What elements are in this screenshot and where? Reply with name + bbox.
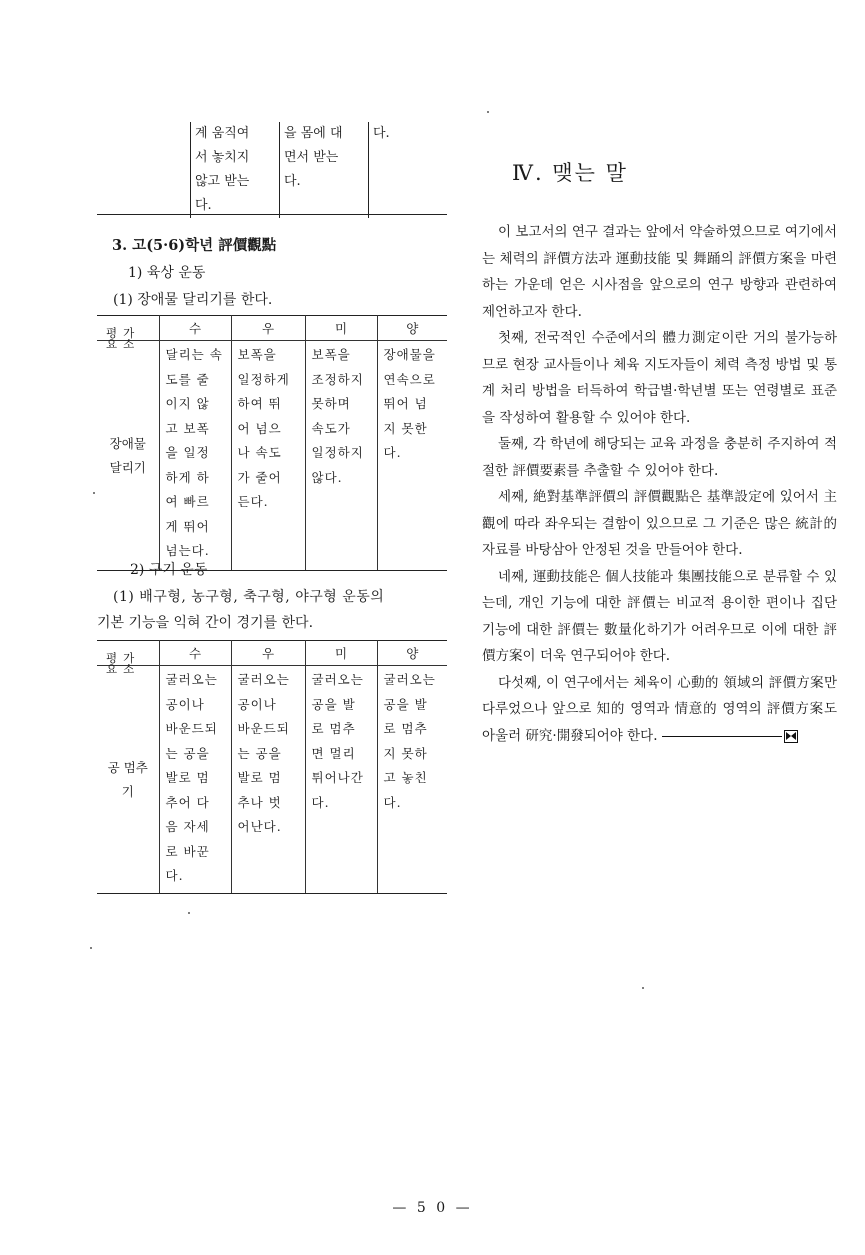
- section-heading: 3. 고(5·6)학년 評價觀點: [112, 237, 277, 254]
- page-number: — 5 0 —: [392, 1200, 473, 1216]
- grade-header: 양: [377, 316, 447, 341]
- evaluation-item: 공 멈추 기: [97, 666, 159, 894]
- conclusion-paragraph: 네째, 運動技能은 個人技能과 集團技能으로 분류할 수 있는데, 개인 기능에 대한 評價는 비교적 용이한 편이나 집단 기능에 대한 評價는 數量化하기가 어려우므로 이에 대한 評價方案이 더욱 연구되어야 한다.: [482, 568, 837, 664]
- conclusion-title: Ⅳ. 맺는 말: [512, 161, 628, 185]
- fragment-cell-1: 계 움직여 서 놓치지 않고 받는 다.: [191, 122, 280, 218]
- scan-speck: [93, 492, 95, 494]
- subsection-heading: 2) 구기 운동: [130, 562, 208, 578]
- table-corner-header: 평가 요소: [97, 641, 159, 666]
- scan-speck: [487, 111, 489, 113]
- conclusion-paragraph-last: [482, 670, 837, 750]
- scan-speck: [642, 987, 644, 989]
- criteria-cell: 보폭을 일정하게 하여 뛰 어 넘으 나 속도 가 줄어 든다.: [231, 341, 305, 571]
- criteria-cell: 장애물을 연속으로 뛰어 넘 지 못한 다.: [377, 341, 447, 571]
- conclusion-paragraph: 첫째, 전국적인 수준에서의 體力測定이란 거의 불가능하므로 현장 교사들이나 체육 지도자들이 체력 측정 방법 및 통계 처리 방법을 터득하여 학급별·학년별 또는 연령별로 표준을 작성하여 활용할 수 있어야 한다.: [482, 330, 837, 426]
- conclusion-paragraph: 이 보고서의 연구 결과는 앞에서 약술하였으므로 여기에서는 체력의 評價方法과 運動技能 및 舞踊의 評價方案을 마련하는 가운데 얻은 시사점을 앞으로의 연구 방향과 관련하여 제언하고자 한다.: [482, 224, 837, 320]
- section-rule: [97, 214, 447, 215]
- grade-header: 수: [159, 316, 231, 341]
- criteria-cell: 굴러오는 공을 발 로 멈추 지 못하 고 놓친 다.: [377, 666, 447, 894]
- grade-header: 우: [231, 641, 305, 666]
- scan-speck: [188, 912, 190, 914]
- conclusion-paragraph: 세째, 絶對基準評價의 評價觀點은 基準設定에 있어서 主觀에 따라 좌우되는 결함이 있으므로 그 기준은 많은 統計的 자료를 바탕삼아 안정된 것을 만들어야 한다.: [482, 489, 837, 558]
- scan-speck: [90, 947, 92, 949]
- grade-header: 미: [305, 316, 377, 341]
- conclusion-paragraph: 둘째, 각 학년에 해당되는 교육 과정을 충분히 주지하여 적절한 評價要素를 추출할 수 있어야 한다.: [482, 436, 837, 479]
- subsection-item: (1) 장애물 달리기를 한다.: [113, 292, 273, 308]
- end-mark-icon: [784, 730, 798, 743]
- grade-header: 양: [377, 641, 447, 666]
- fragment-cell-3: 다.: [369, 122, 394, 218]
- conclusion-body: [482, 219, 837, 749]
- table-corner-header: 평가 요소: [97, 316, 159, 341]
- criteria-cell: 달리는 속 도를 줄 이지 않 고 보폭 을 일정 하게 하 여 빠르 게 뛰어 넘는다.: [159, 341, 231, 571]
- criteria-cell: 보폭을 조정하지 못하며 속도가 일정하지 않다.: [305, 341, 377, 571]
- evaluation-table-ball-stopping: [97, 640, 447, 894]
- subsection-item-continued: 기본 기능을 익혀 간이 경기를 한다.: [97, 615, 314, 631]
- subsection-item: (1) 배구형, 농구형, 축구형, 야구형 운동의: [113, 589, 385, 605]
- subsection-heading: 1) 육상 운동: [128, 265, 206, 281]
- conclusion-last-text: 다섯째, 이 연구에서는 체육이 心動的 領域의 評價方案만 다루었으나 앞으로 知的 영역과 情意的 영역의 評價方案도 아울러 研究·開發되어야 한다.: [482, 674, 837, 744]
- grade-header: 우: [231, 316, 305, 341]
- end-rule: [662, 736, 782, 737]
- continued-table-fragment: [190, 122, 394, 218]
- fragment-cell-2: 을 몸에 대 면서 받는 다.: [280, 122, 369, 218]
- grade-header: 수: [159, 641, 231, 666]
- criteria-cell: 굴러오는 공이나 바운드되 는 공을 발로 멈 추어 다 음 자세 로 바꾼 다.: [159, 666, 231, 894]
- evaluation-item: 장애물 달리기: [97, 341, 159, 571]
- evaluation-table-hurdles: [97, 315, 447, 571]
- criteria-cell: 굴러오는 공이나 바운드되 는 공을 발로 멈 추나 벗 어난다.: [231, 666, 305, 894]
- criteria-cell: 굴러오는 공을 발 로 멈추 면 멀리 튀어나간 다.: [305, 666, 377, 894]
- grade-header: 미: [305, 641, 377, 666]
